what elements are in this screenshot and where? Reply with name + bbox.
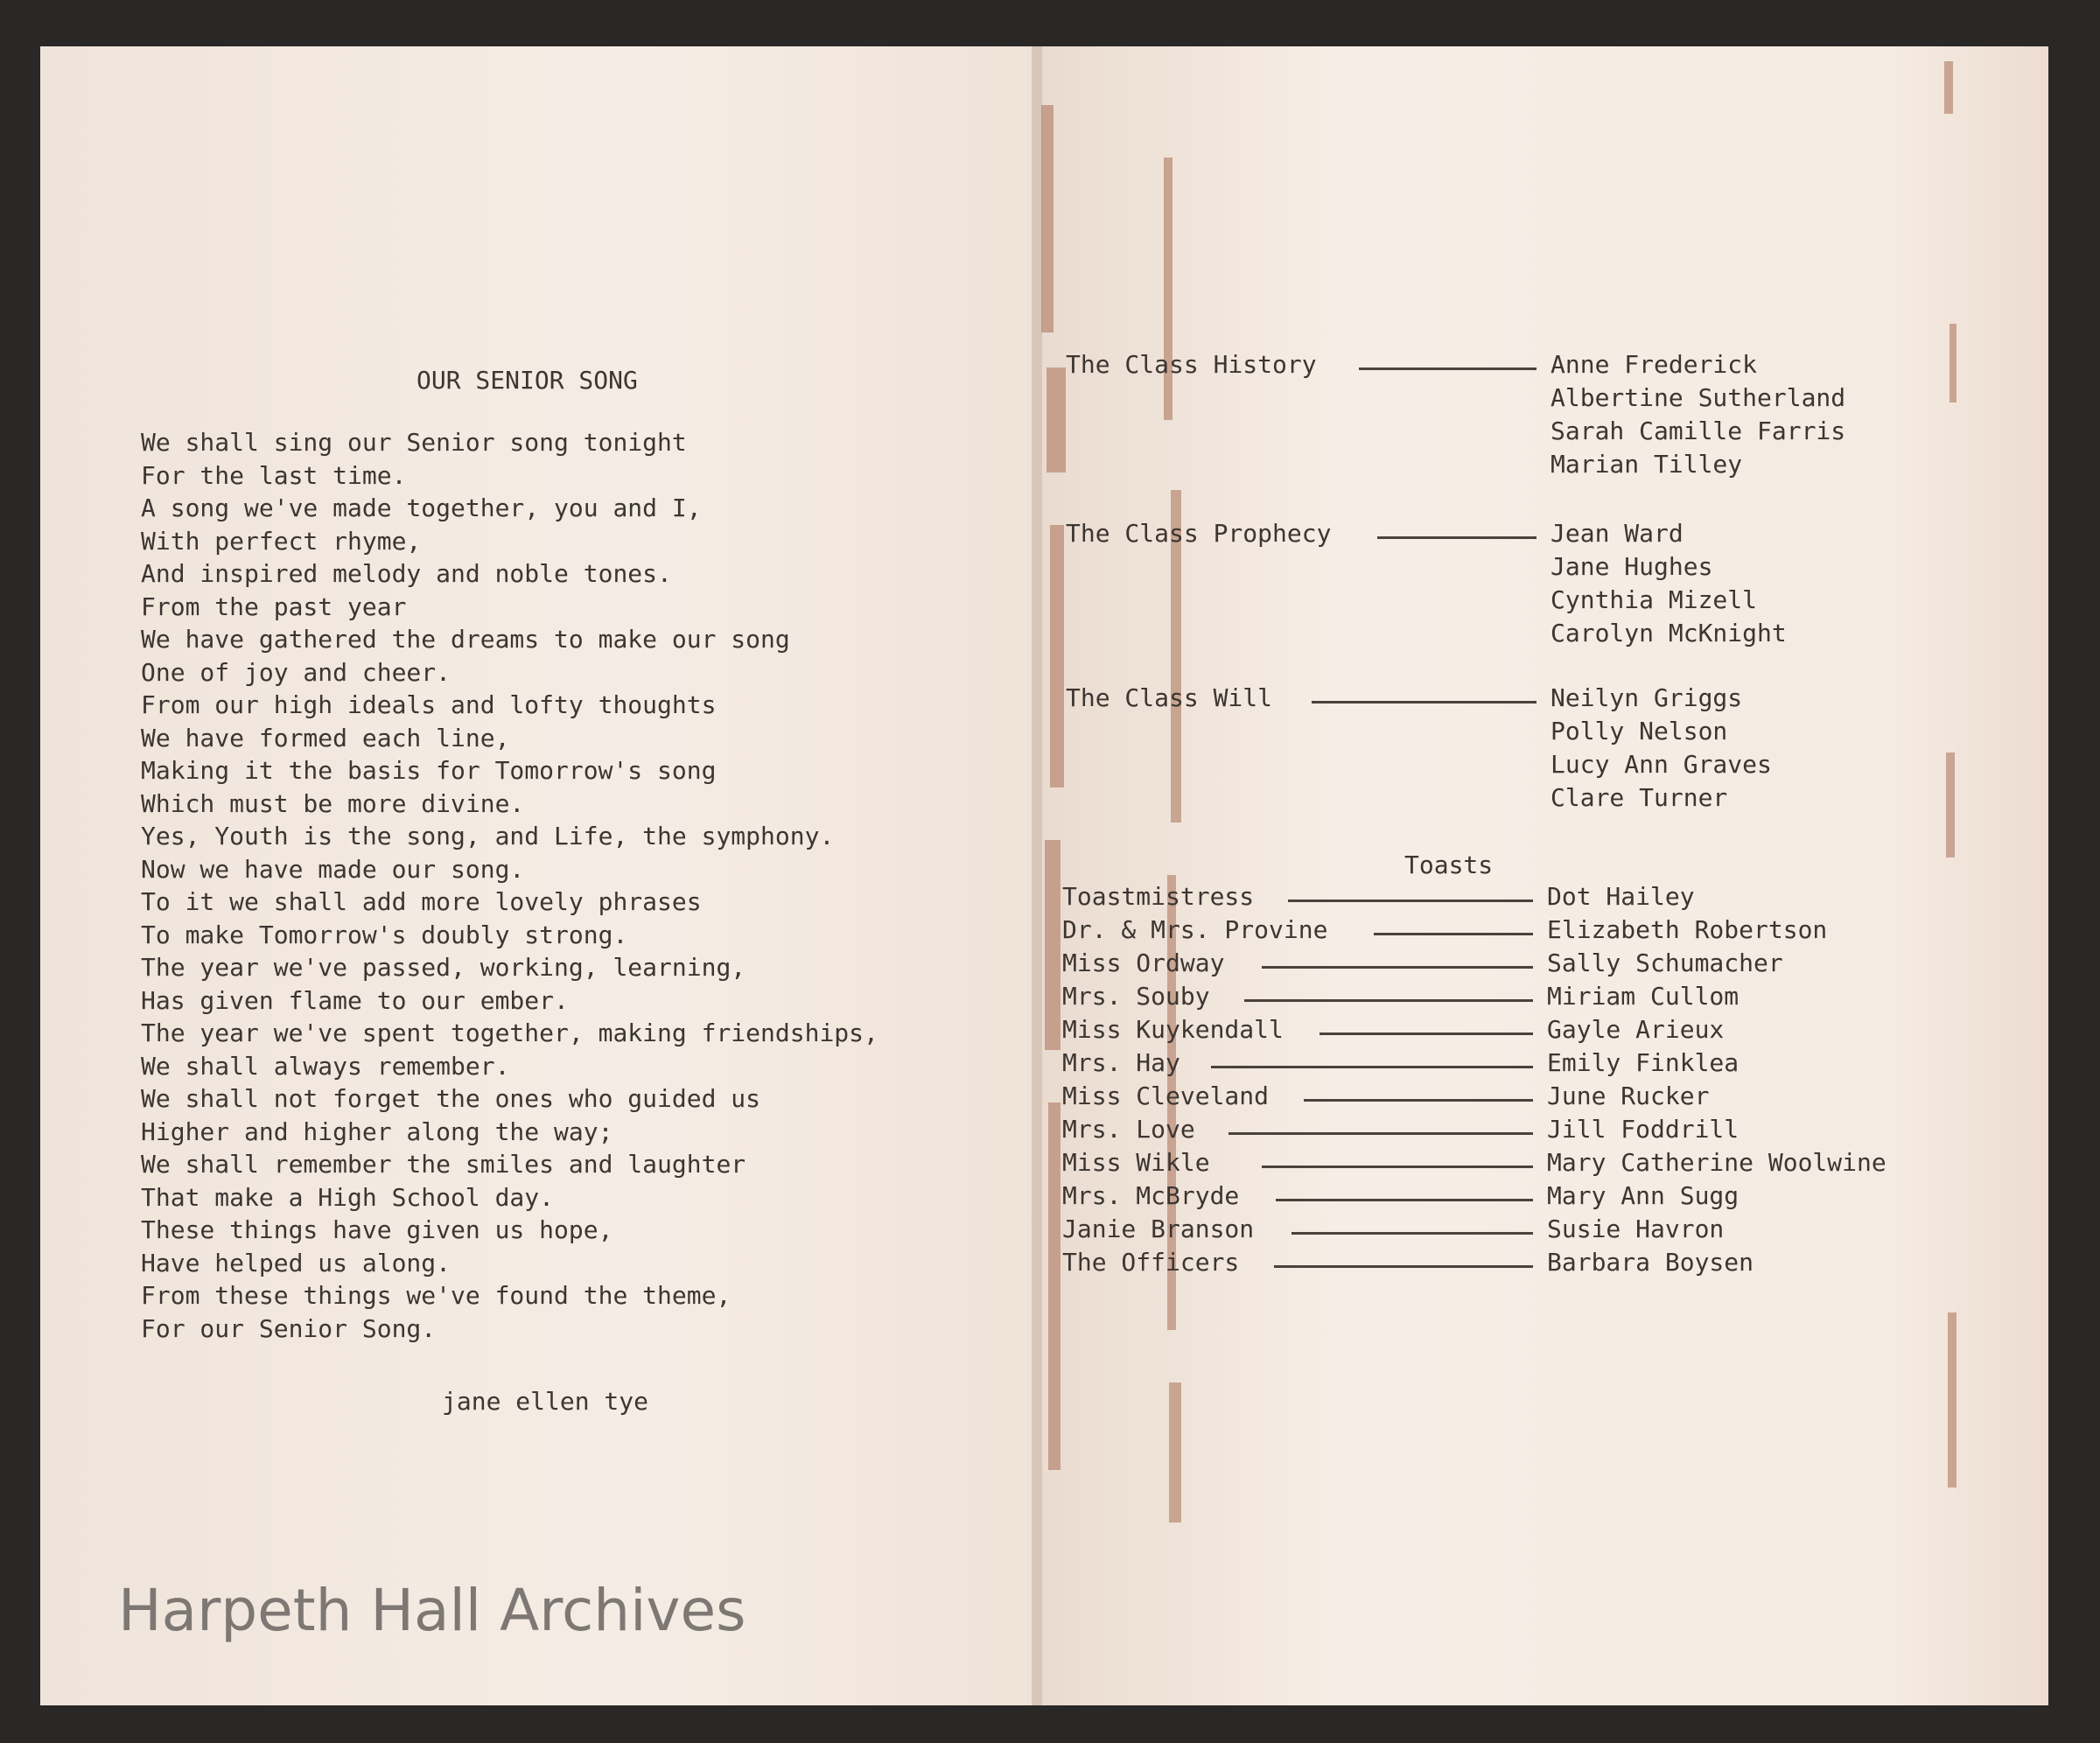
song-author: jane ellen tye — [442, 1387, 649, 1416]
toast-by: Mary Ann Sugg — [1547, 1181, 1740, 1210]
lyric-line: We shall sing our Senior song tonight — [141, 428, 687, 457]
lyric-line: The year we've spent together, making friendships, — [141, 1018, 878, 1047]
toast-row — [1062, 1248, 1754, 1281]
participant-name: Anne Frederick — [1550, 350, 1758, 379]
lyric-line: We shall always remember. — [141, 1051, 510, 1081]
participant-name: Jean Ward — [1550, 519, 1684, 548]
lyric-line: A song we've made together, you and I, — [141, 494, 702, 522]
lyric-line: From our high ideals and lofty thoughts — [141, 690, 717, 719]
toast-by: Susie Havron — [1547, 1214, 1725, 1243]
leader-line — [1262, 1166, 1533, 1168]
section-label: The Class Will — [1066, 683, 1273, 712]
lyric-line: We have gathered the dreams to make our song — [141, 625, 790, 654]
toast-by: Miriam Cullom — [1547, 982, 1740, 1011]
participant-name: Lucy Ann Graves — [1550, 750, 1772, 779]
name-list — [1550, 519, 1787, 652]
toast-by: Dot Hailey — [1547, 882, 1695, 911]
toast-to: Toastmistress — [1062, 882, 1255, 911]
lyric-line: That make a High School day. — [141, 1182, 555, 1212]
section-label: The Class History — [1066, 350, 1317, 379]
toast-row — [1062, 915, 1828, 948]
lyric-line: From the past year — [141, 592, 407, 621]
toast-to: Miss Kuykendall — [1062, 1015, 1284, 1044]
toast-to: The Officers — [1062, 1248, 1240, 1277]
toast-row — [1062, 1048, 1740, 1082]
leader-line — [1262, 966, 1533, 969]
lyric-line: We have formed each line, — [141, 723, 510, 752]
lyric-line: Has given flame to our ember. — [141, 985, 569, 1015]
participant-name: Carolyn McKnight — [1550, 619, 1787, 648]
participant-name: Polly Nelson — [1550, 717, 1728, 746]
leader-line — [1312, 701, 1536, 704]
toast-by: Mary Catherine Woolwine — [1547, 1148, 1886, 1177]
toast-row — [1062, 1082, 1710, 1115]
toast-by: Elizabeth Robertson — [1547, 915, 1828, 944]
leader-line — [1228, 1132, 1533, 1135]
lyric-line: For our Senior Song. — [141, 1313, 437, 1343]
toast-row — [1062, 948, 1783, 982]
toast-row — [1062, 982, 1740, 1015]
toast-by: Emily Finklea — [1547, 1048, 1740, 1077]
toast-row — [1062, 1115, 1740, 1148]
lyric-line: These things have given us hope, — [141, 1215, 613, 1244]
leader-line — [1374, 933, 1533, 935]
leader-line — [1288, 900, 1533, 902]
leader-line — [1377, 536, 1536, 539]
toast-to: Mrs. Love — [1062, 1115, 1195, 1144]
lyric-line: The year we've passed, working, learning, — [141, 953, 746, 982]
leader-line — [1292, 1232, 1533, 1235]
lyric-line: To it we shall add more lovely phrases — [141, 887, 702, 916]
toast-row — [1062, 882, 1695, 915]
name-list — [1550, 350, 1845, 483]
lyric-line: To make Tomorrow's doubly strong. — [141, 920, 628, 949]
toast-to: Dr. & Mrs. Provine — [1062, 915, 1328, 944]
toast-row — [1062, 1181, 1740, 1214]
participant-name: Neilyn Griggs — [1550, 683, 1743, 712]
lyric-line: From these things we've found the theme, — [141, 1281, 732, 1310]
lyric-line: Yes, Youth is the song, and Life, the symphony. — [141, 822, 835, 850]
lyric-line: Making it the basis for Tomorrow's song — [141, 756, 717, 785]
right-page — [1037, 46, 2048, 1705]
leader-line — [1274, 1265, 1533, 1268]
toast-row — [1062, 1148, 1886, 1181]
name-list — [1550, 683, 1772, 816]
toast-to: Mrs. McBryde — [1062, 1181, 1240, 1210]
toast-by: Jill Foddrill — [1547, 1115, 1740, 1144]
leader-line — [1320, 1032, 1533, 1035]
toast-row — [1062, 1015, 1725, 1048]
leader-line — [1359, 368, 1536, 370]
participant-name: Jane Hughes — [1550, 552, 1713, 581]
toast-by: Sally Schumacher — [1547, 948, 1783, 977]
lyric-line: Which must be more divine. — [141, 788, 525, 818]
toast-by: Gayle Arieux — [1547, 1015, 1725, 1044]
toast-to: Miss Ordway — [1062, 948, 1225, 977]
participant-name: Marian Tilley — [1550, 450, 1743, 479]
lyric-line: We shall not forget the ones who guided us — [141, 1084, 761, 1113]
toast-row — [1062, 1214, 1725, 1248]
participant-name: Sarah Camille Farris — [1550, 416, 1846, 445]
participant-name: Cynthia Mizell — [1550, 585, 1758, 614]
participant-name: Clare Turner — [1550, 783, 1728, 812]
toast-to: Janie Branson — [1062, 1214, 1255, 1243]
leader-line — [1211, 1066, 1533, 1068]
toast-to: Miss Wikle — [1062, 1148, 1210, 1177]
lyric-line: One of joy and cheer. — [141, 657, 452, 687]
leader-line — [1244, 999, 1533, 1002]
toast-to: Mrs. Hay — [1062, 1048, 1180, 1077]
toast-to: Miss Cleveland — [1062, 1082, 1270, 1110]
toast-to: Mrs. Souby — [1062, 982, 1210, 1011]
lyric-line: Have helped us along. — [141, 1248, 452, 1278]
leader-line — [1304, 1099, 1533, 1102]
toast-by: June Rucker — [1547, 1082, 1710, 1110]
song-title: OUR SENIOR SONG — [416, 366, 638, 395]
leader-line — [1276, 1199, 1533, 1201]
lyric-line: With perfect rhyme, — [141, 526, 422, 556]
lyric-line: And inspired melody and noble tones. — [141, 559, 672, 588]
toast-by: Barbara Boysen — [1547, 1248, 1754, 1277]
lyric-line: Now we have made our song. — [141, 854, 525, 884]
lyric-line: Higher and higher along the way; — [141, 1116, 613, 1146]
section-label: The Class Prophecy — [1066, 519, 1332, 548]
song-lyrics — [141, 426, 878, 1345]
lyric-line: We shall remember the smiles and laughter — [141, 1150, 746, 1179]
archive-watermark: Harpeth Hall Archives — [118, 1577, 746, 1644]
toasts-heading: Toasts — [1404, 850, 1494, 879]
participant-name: Albertine Sutherland — [1550, 383, 1846, 412]
lyric-line: For the last time. — [141, 460, 407, 490]
